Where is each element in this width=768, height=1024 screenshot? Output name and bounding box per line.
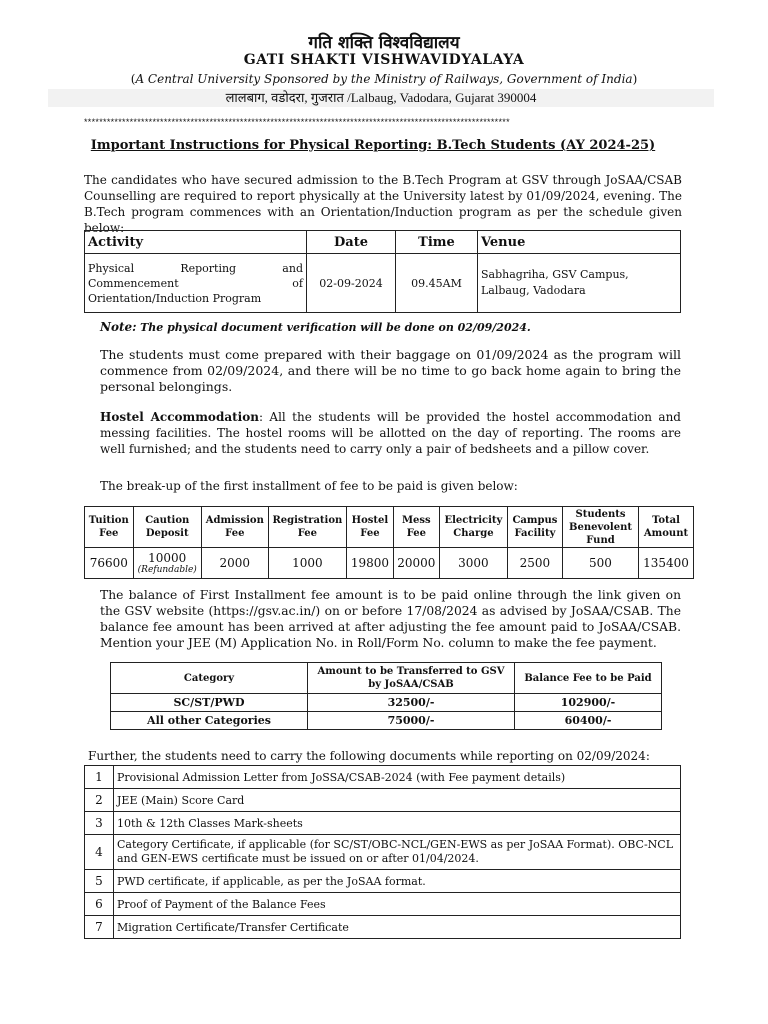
- document-text: 10th & 12th Classes Mark-sheets: [114, 812, 681, 835]
- fee-value: 20000: [393, 548, 439, 579]
- fee-value: 3000: [439, 548, 507, 579]
- schedule-header-row: [85, 231, 681, 254]
- schedule-venue: Sabhagriha, GSV Campus, Lalbaug, Vadodara: [478, 254, 681, 313]
- note-text: Note: The physical document verification will be done on 02/09/2024.: [100, 320, 531, 334]
- balance-transferred: 75000/-: [308, 712, 515, 730]
- balance-to-pay: 60400/-: [515, 712, 662, 730]
- university-subtitle: (A Central University Sponsored by the Ministry of Railways, Government of India): [130, 72, 638, 86]
- fee-value-row: [85, 548, 694, 579]
- document-row: [85, 893, 681, 916]
- document-row: [85, 870, 681, 893]
- balance-to-pay: 102900/-: [515, 694, 662, 712]
- baggage-paragraph: The students must come prepared with their baggage on 01/09/2024 as the program will commence from 02/09/2024, and there will be no time to go back home again to bring the personal belongings.: [100, 347, 681, 394]
- schedule-table: [84, 230, 681, 313]
- document-number: 7: [85, 916, 114, 939]
- document-number: 6: [85, 893, 114, 916]
- university-address: लालबाग, वडोदरा, गुजरात /Lalbaug, Vadodara, Gujarat 390004: [48, 89, 714, 107]
- fee-header: Registration Fee: [268, 507, 346, 548]
- document-row: [85, 812, 681, 835]
- document-row: [85, 766, 681, 789]
- schedule-header-venue: Venue: [478, 231, 681, 254]
- document-row: [85, 835, 681, 870]
- fee-header: Electricity Charge: [439, 507, 507, 548]
- university-name-hindi: गति शक्ति विश्वविद्यालय: [308, 33, 460, 53]
- document-text: PWD certificate, if applicable, as per the JoSAA format.: [114, 870, 681, 893]
- balance-transferred: 32500/-: [308, 694, 515, 712]
- fee-header-row: [85, 507, 694, 548]
- fee-value: 135400: [639, 548, 694, 579]
- schedule-header-time: Time: [396, 231, 478, 254]
- document-number: 2: [85, 789, 114, 812]
- balance-header: Amount to be Transferred to GSV by JoSAA/CSAB: [308, 663, 515, 694]
- balance-category: SC/ST/PWD: [111, 694, 308, 712]
- document-number: 4: [85, 835, 114, 870]
- documents-table: [84, 765, 681, 939]
- hostel-paragraph: Hostel Accommodation: All the students will be provided the hostel accommodation and messing facilities. The hostel rooms will be allotted on the day of reporting. The rooms are well furnished; and the students need to carry only a pair of bedsheets and a pillow cover.: [100, 410, 681, 456]
- fee-value: 19800: [347, 548, 394, 579]
- fee-header: Students Benevolent Fund: [562, 507, 638, 548]
- fee-header: Admission Fee: [201, 507, 268, 548]
- document-number: 1: [85, 766, 114, 789]
- schedule-date: 02-09-2024: [307, 254, 396, 313]
- document-number: 3: [85, 812, 114, 835]
- balance-header: Category: [111, 663, 308, 694]
- fee-header: Caution Deposit: [133, 507, 201, 548]
- fee-value-caution: 10000 (Refundable): [133, 548, 201, 579]
- fee-header: Hostel Fee: [347, 507, 394, 548]
- balance-table: [110, 662, 662, 730]
- document-text: Proof of Payment of the Balance Fees: [114, 893, 681, 916]
- fee-table: [84, 506, 694, 579]
- schedule-header-date: Date: [307, 231, 396, 254]
- page-title: Important Instructions for Physical Reporting: B.Tech Students (AY 2024-25): [90, 138, 656, 153]
- balance-header: Balance Fee to be Paid: [515, 663, 662, 694]
- fee-header: Campus Facility: [507, 507, 562, 548]
- balance-row: [111, 694, 662, 712]
- document-text: JEE (Main) Score Card: [114, 789, 681, 812]
- intro-paragraph: The candidates who have secured admission to the B.Tech Program at GSV through JoSAA/CSAB Counselling are required to report physically at the University latest by 01/09/2024, evening. The B.Tech program commences with an Orientation/Induction program as per the schedule given below:: [84, 173, 682, 235]
- balance-row: [111, 712, 662, 730]
- balance-paragraph: The balance of First Installment fee amount is to be paid online through the link given on the GSV website (https://gsv.ac.in/) on or before 17/08/2024 as advised by JoSAA/CSAB. The balance fee amount has been arrived at after adjusting the fee amount paid to JoSAA/CSAB. Mention your JEE (M) Application No. in Roll/Form No. column to make the fee payment.: [100, 588, 681, 650]
- document-text: Provisional Admission Letter from JoSSA/CSAB-2024 (with Fee payment details): [114, 766, 681, 789]
- schedule-row: [85, 254, 681, 313]
- document-text: Migration Certificate/Transfer Certificate: [114, 916, 681, 939]
- document-text: Category Certificate, if applicable (for SC/ST/OBC-NCL/GEN-EWS as per JoSAA Format). OBC-NCL and GEN-EWS certificate must be issued on or after 01/04/2024.: [114, 835, 681, 870]
- schedule-header-activity: Activity: [85, 231, 307, 254]
- fee-value: 76600: [85, 548, 134, 579]
- fee-header: Total Amount: [639, 507, 694, 548]
- documents-intro: Further, the students need to carry the following documents while reporting on 02/09/2024:: [88, 749, 650, 763]
- fee-value: 1000: [268, 548, 346, 579]
- fee-header: Tuition Fee: [85, 507, 134, 548]
- fee-intro: The break-up of the first installment of fee to be paid is given below:: [100, 479, 518, 493]
- university-name: GATI SHAKTI VISHWAVIDYALAYA: [243, 52, 525, 68]
- separator-line: ****************************************************************************************************************: [84, 117, 510, 127]
- fee-value: 2500: [507, 548, 562, 579]
- fee-header: Mess Fee: [393, 507, 439, 548]
- document-number: 5: [85, 870, 114, 893]
- schedule-time: 09.45AM: [396, 254, 478, 313]
- balance-category: All other Categories: [111, 712, 308, 730]
- fee-value: 2000: [201, 548, 268, 579]
- document-row: [85, 916, 681, 939]
- fee-value: 500: [562, 548, 638, 579]
- schedule-activity: Physical Reporting and Commencement of Orientation/Induction Program: [85, 254, 307, 313]
- balance-header-row: [111, 663, 662, 694]
- document-row: [85, 789, 681, 812]
